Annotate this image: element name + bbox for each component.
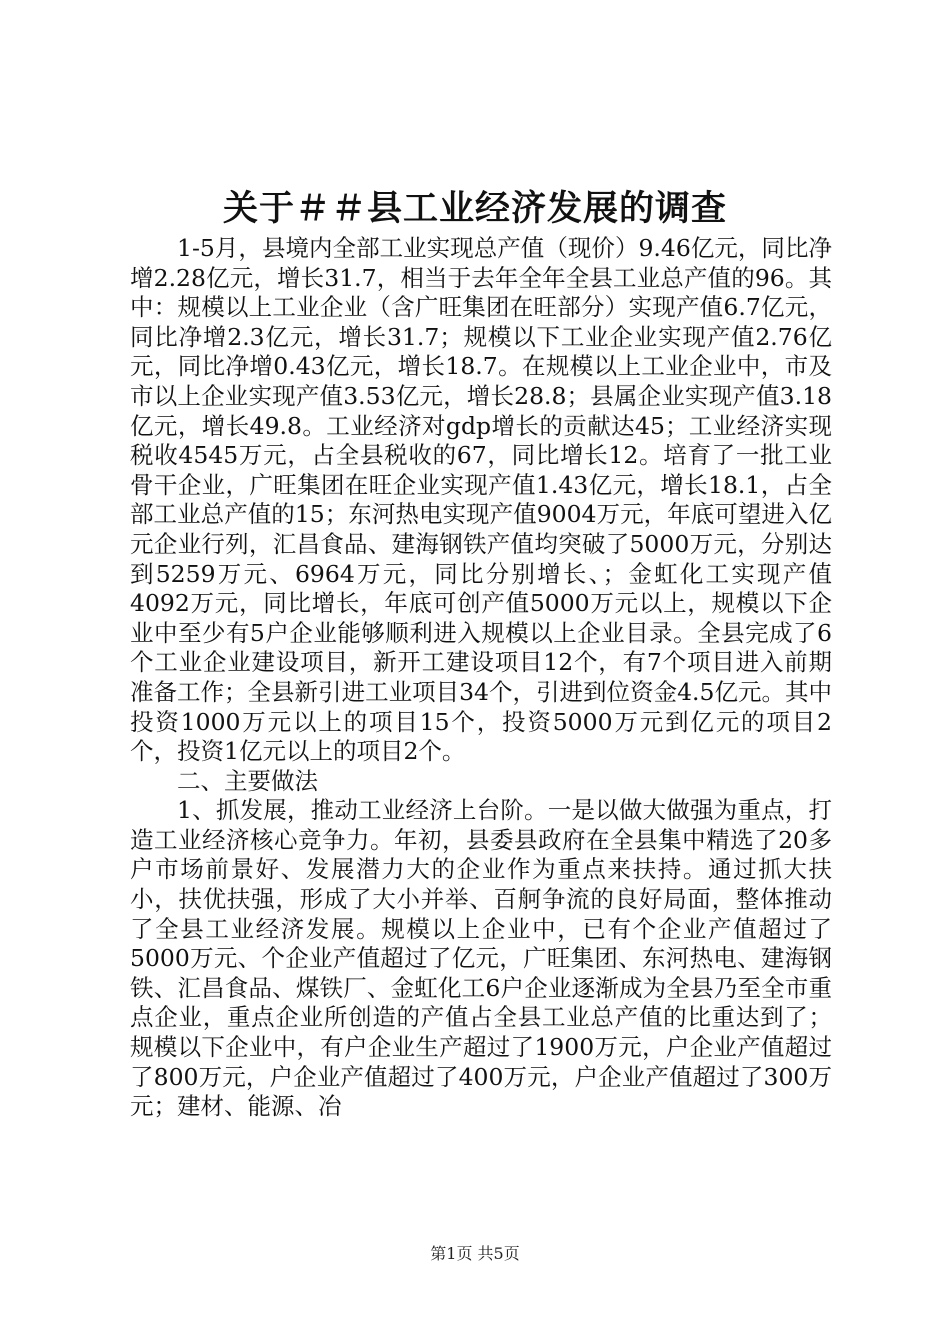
document-body xyxy=(130,234,832,1122)
document-title: 关于＃＃县工业经济发展的调查 xyxy=(222,188,727,229)
page-footer xyxy=(0,1244,950,1264)
page-total: 共5页 xyxy=(477,1244,520,1263)
paragraph-practice-1: 1、抓发展，推动工业经济上台阶。一是以做大做强为重点，打造工业经济核心竞争力。年初，县委县政府在全县集中精选了20多户市场前景好、发展潜力大的企业作为重点来扶持。通过抓大扶小，扶优扶强，形成了大小并举、百舸争流的良好局面，整体推动了全县工业经济发展。规模以上企业中，已有个企业产值超过了5000万元、个企业产值超过了亿元，广旺集团、东河热电、建海钢铁、汇昌食品、煤铁厂、金虹化工6户企业逐渐成为全县乃至全市重点企业，重点企业所创造的产值占全县工业总产值的比重达到了；规模以下企业中，有户企业生产超过了1900万元，户企业产值超过了800万元，户企业产值超过了400万元，户企业产值超过了300万元；建材、能源、冶 xyxy=(130,796,832,1121)
section-heading-main-practices: 二、主要做法 xyxy=(177,766,318,795)
page-number: 第1页 xyxy=(430,1244,473,1263)
paragraph-summary: 1-5月，县境内全部工业实现总产值（现价）9.46亿元，同比净增2.28亿元，增长31.7，相当于去年全年全县工业总产值的96。其中：规模以上工业企业（含广旺集团在旺部分）实现产值6.7亿元，同比净增2.3亿元，增长31.7；规模以下工业企业实现产值2.76亿元，同比净增0.43亿元，增长18.7。在规模以上工业企业中，市及市以上企业实现产值3.53亿元，增长28.8；县属企业实现产值3.18亿元，增长49.8。工业经济对gdp增长的贡献达45；工业经济实现税收4545万元，占全县税收的67，同比增长12。培育了一批工业骨干企业，广旺集团在旺企业实现产值1.43亿元，增长18.1，占全部工业总产值的15；东河热电实现产值9004万元，年底可望进入亿元企业行列，汇昌食品、建海钢铁产值均突破了5000万元，分别达到5259万元、6964万元，同比分别增长、；金虹化工实现产值4092万元，同比增长，年底可创产值5000万元以上，规模以下企业中至少有5户企业能够顺利进入规模以上企业目录。全县完成了6个工业企业建设项目，新开工建设项目12个，有7个项目进入前期准备工作；全县新引进工业项目34个，引进到位资金4.5亿元。其中投资1000万元以上的项目15个，投资5000万元到亿元的项目2个，投资1亿元以上的项目2个。 xyxy=(130,234,832,766)
